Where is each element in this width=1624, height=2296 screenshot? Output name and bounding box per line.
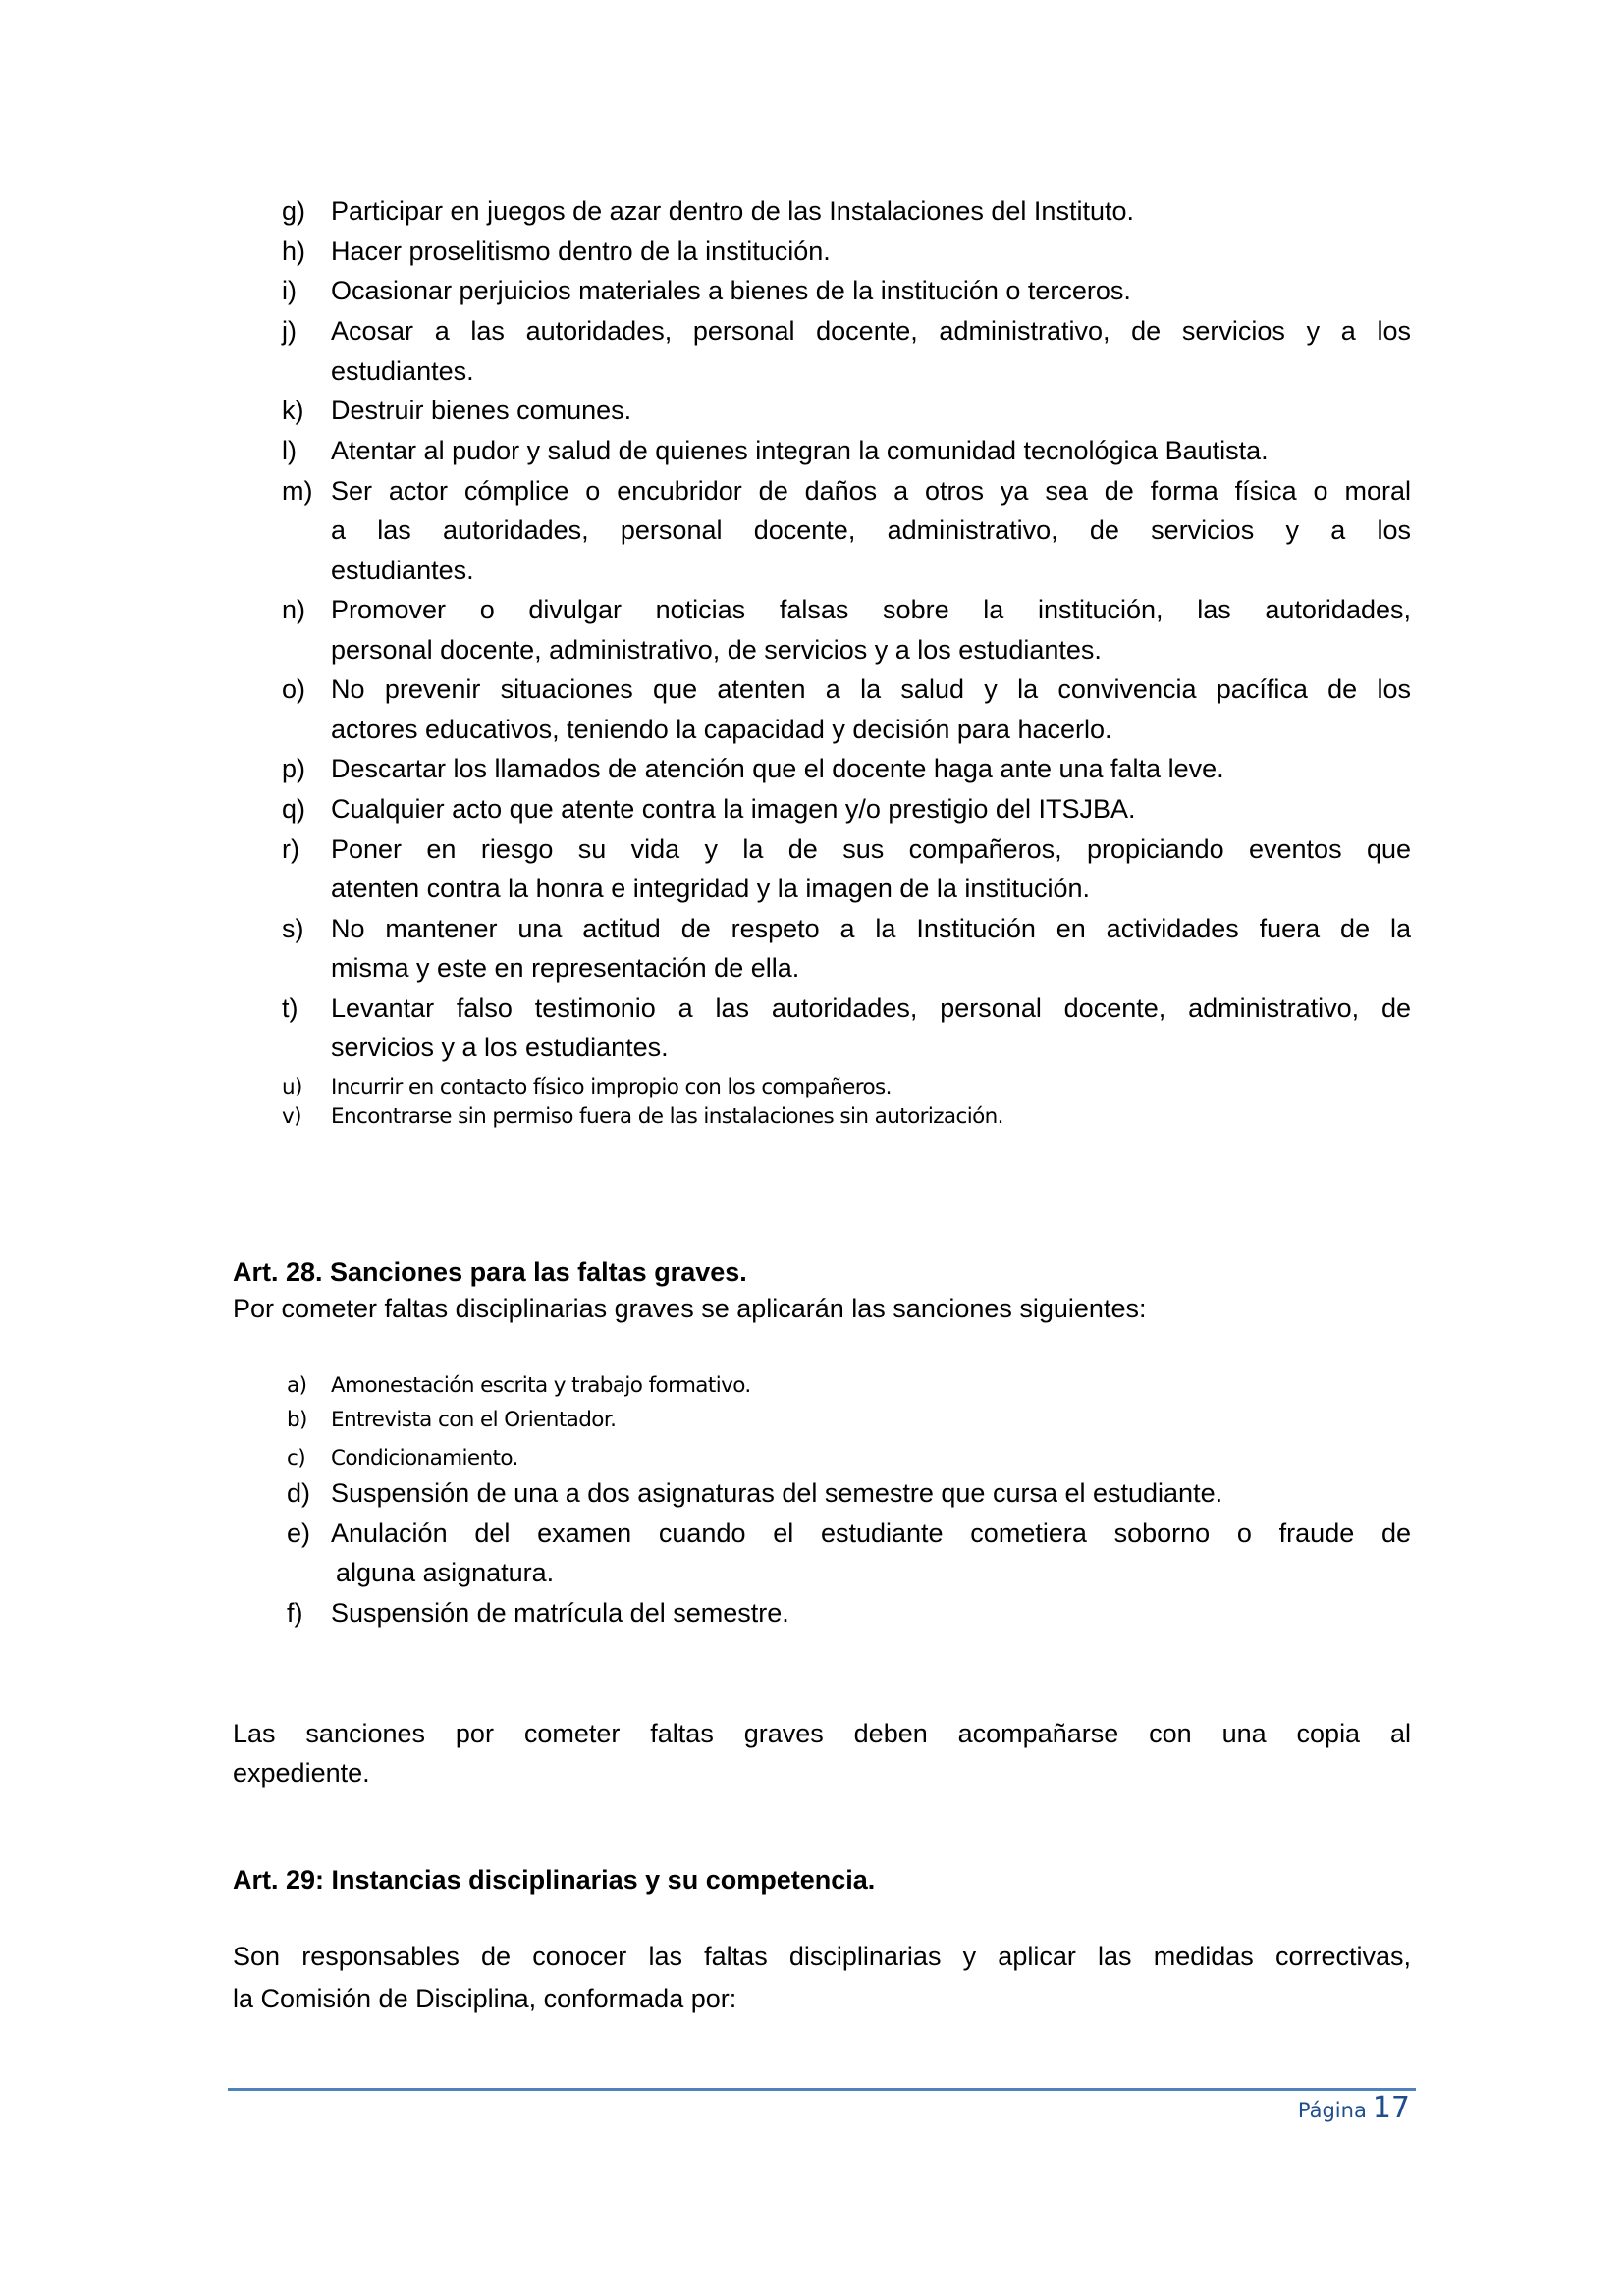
list-item-label: e): [287, 1519, 311, 1548]
list-item-text: Hacer proselitismo dentro de la institución.: [331, 237, 831, 266]
list-item-text: Ser actor cómplice o encubridor de daños a otros ya sea de forma física o moral: [331, 476, 1411, 506]
list-item-text: Acosar a las autoridades, personal docente, administrativo, de servicios y a los: [331, 316, 1411, 346]
list-item-text: Levantar falso testimonio a las autoridades, personal docente, administrativo, de: [331, 993, 1411, 1023]
list-item-text: Suspensión de matrícula del semestre.: [331, 1598, 789, 1628]
art28-heading: Art. 28. Sanciones para las faltas graves.: [233, 1257, 747, 1287]
art28-intro: Por cometer faltas disciplinarias graves se aplicarán las sanciones siguientes:: [233, 1294, 1147, 1323]
list-item-text: Participar en juegos de azar dentro de las Instalaciones del Instituto.: [331, 196, 1134, 226]
list-item-label: n): [282, 595, 306, 624]
list-item-label: i): [282, 276, 297, 305]
art28-note-line: Las sanciones por cometer faltas graves deben acompañarse con una copia al: [233, 1719, 1411, 1748]
page-number-value: 17: [1372, 2091, 1410, 2125]
art28-note-line: expediente.: [233, 1758, 370, 1788]
page-word: Página: [1297, 2099, 1367, 2122]
art29-body-line: la Comisión de Disciplina, conformada por:: [233, 1984, 737, 2013]
list-item-label: g): [282, 196, 306, 226]
list-item-label: o): [282, 674, 306, 704]
list-item-label: u): [282, 1075, 302, 1099]
list-item-label: c): [287, 1446, 306, 1470]
list-item-label: b): [287, 1408, 307, 1432]
list-item-text: servicios y a los estudiantes.: [331, 1033, 669, 1062]
list-item-label: d): [287, 1478, 311, 1508]
list-item-label: j): [282, 316, 297, 346]
list-item-text: alguna asignatura.: [336, 1558, 555, 1587]
list-item-text: personal docente, administrativo, de servicios y a los estudiantes.: [331, 635, 1102, 665]
list-item-label: f): [287, 1598, 303, 1628]
list-item-text: estudiantes.: [331, 356, 474, 386]
list-item-text: Condicionamiento.: [331, 1446, 518, 1470]
list-item-text: atenten contra la honra e integridad y la imagen de la institución.: [331, 874, 1090, 903]
list-item-text: Promover o divulgar noticias falsas sobre la institución, las autoridades,: [331, 595, 1411, 624]
footer-rule: [228, 2088, 1416, 2091]
list-item-text: No mantener una actitud de respeto a la Institución en actividades fuera de la: [331, 914, 1411, 943]
art29-body-line: Son responsables de conocer las faltas disciplinarias y aplicar las medidas correctivas,: [233, 1942, 1411, 1971]
list-item-text: Cualquier acto que atente contra la imagen y/o prestigio del ITSJBA.: [331, 794, 1136, 824]
page-number: [1297, 2091, 1410, 2125]
list-item-text: Destruir bienes comunes.: [331, 396, 632, 425]
list-item-text: Descartar los llamados de atención que el docente haga ante una falta leve.: [331, 754, 1224, 783]
list-item-label: a): [287, 1373, 307, 1398]
list-item-text: estudiantes.: [331, 556, 474, 585]
list-item-label: k): [282, 396, 304, 425]
list-item-label: r): [282, 834, 299, 864]
list-item-label: h): [282, 237, 306, 266]
list-item-text: Encontrarse sin permiso fuera de las instalaciones sin autorización.: [331, 1104, 1003, 1129]
list-item-label: p): [282, 754, 306, 783]
list-item-label: l): [282, 436, 297, 465]
list-item-text: Atentar al pudor y salud de quienes integran la comunidad tecnológica Bautista.: [331, 436, 1269, 465]
list-item-text: a las autoridades, personal docente, administrativo, de servicios y a los: [331, 515, 1411, 545]
list-item-text: Entrevista con el Orientador.: [331, 1408, 617, 1432]
list-item-text: Suspensión de una a dos asignaturas del semestre que cursa el estudiante.: [331, 1478, 1223, 1508]
list-item-text: Ocasionar perjuicios materiales a bienes de la institución o terceros.: [331, 276, 1131, 305]
list-item-label: q): [282, 794, 306, 824]
list-item-text: Amonestación escrita y trabajo formativo.: [331, 1373, 751, 1398]
list-item-text: actores educativos, teniendo la capacidad y decisión para hacerlo.: [331, 715, 1112, 744]
list-item-label: s): [282, 914, 304, 943]
art29-heading: Art. 29: Instancias disciplinarias y su competencia.: [233, 1865, 876, 1895]
list-item-text: misma y este en representación de ella.: [331, 953, 800, 983]
list-item-text: Incurrir en contacto físico impropio con los compañeros.: [331, 1075, 892, 1099]
list-item-label: v): [282, 1104, 301, 1129]
list-item-label: t): [282, 993, 298, 1023]
list-item-text: No prevenir situaciones que atenten a la salud y la convivencia pacífica de los: [331, 674, 1411, 704]
list-item-text: Poner en riesgo su vida y la de sus compañeros, propiciando eventos que: [331, 834, 1411, 864]
list-item-label: m): [282, 476, 313, 506]
list-item-text: Anulación del examen cuando el estudiante cometiera soborno o fraude de: [331, 1519, 1411, 1548]
